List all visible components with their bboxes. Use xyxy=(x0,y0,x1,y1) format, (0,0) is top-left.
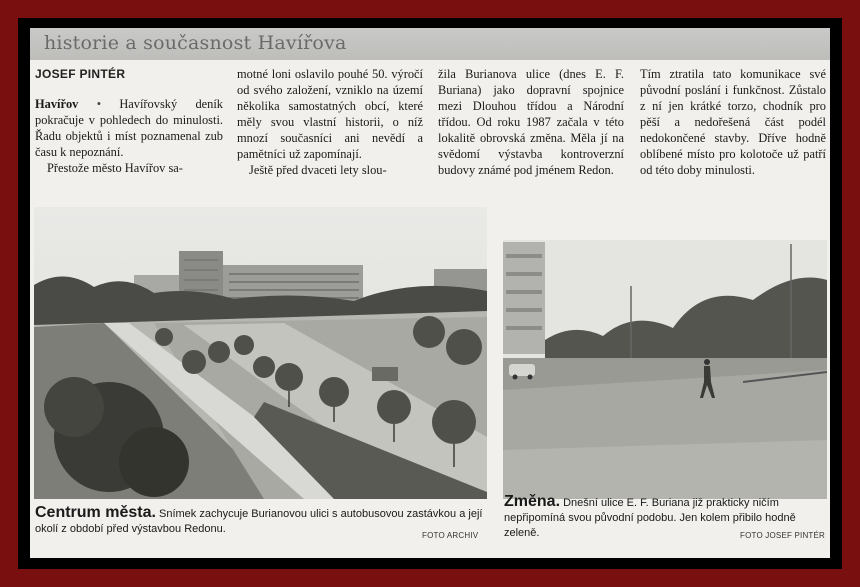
column-4-paragraph-1: Tím ztratila tato komunikace své původní poslání i funkčnost. Zůstalo z ní jen krátké torzo, chodník pro pěší a nedořešená část podél nedokončené stavby. Dříve hodně oblíbené místo pro kolotoče už patří od této doby minulosti. xyxy=(640,67,826,177)
newspaper-clipping xyxy=(30,28,830,558)
archive-photo-image xyxy=(34,207,487,499)
author-byline: JOSEF PINTÉR xyxy=(35,67,126,81)
archive-photo xyxy=(34,207,487,499)
column-1-paragraph-2: Přestože město Havířov sa- xyxy=(47,161,183,175)
article-column-1 xyxy=(35,96,223,176)
column-2-paragraph-1: motné loni oslavilo pouhé 50. výročí od svého založení, vzniklo na území několika samostatných obcí, které měly svou vlastní historii, o níž mnozí současníci ani nevědí a pamětníci už zapomínají. xyxy=(237,67,423,161)
column-2-paragraph-2: Ještě před dvaceti lety slou- xyxy=(249,163,387,177)
column-3-paragraph-1: žila Burianova ulice (dnes E. F. Buriana) jako dopravní spojnice mezi Dlouhou třídou a Národní třídou. Od roku 1987 začala v této lokalitě obrovská změna. Měla jí na svědomí výstavba kontroverzní budovy známé pod jménem Redon. xyxy=(438,67,624,177)
article-column-2 xyxy=(237,66,423,178)
bullet-separator: • xyxy=(96,97,102,111)
column-1-paragraph-1: Havířovský deník pokračuje v pohledech do minulosti. Řadu objektů i míst poznamenal zub času k nepoznání. xyxy=(35,97,223,159)
present-caption-text: Dnešní ulice E. F. Buriana již prakticky ničím nepřipomíná svou původní podobu. Jen kolem přibilo hodně zeleně. xyxy=(504,497,796,539)
section-header xyxy=(30,28,830,60)
archive-photo-credit: FOTO ARCHIV xyxy=(422,531,479,540)
article-lead: Havířov xyxy=(35,97,79,111)
present-caption-heading: Změna. xyxy=(504,493,561,510)
article-column-4 xyxy=(640,66,826,178)
section-title: historie a současnost Havířova xyxy=(44,32,347,54)
archive-caption-text: Snímek zachycuje Burianovou ulici s autobusovou zastávkou a její okolí z období před výstavbou Redonu. xyxy=(35,508,483,535)
present-photo-image xyxy=(503,240,827,499)
present-photo xyxy=(503,240,827,499)
article-column-3 xyxy=(438,66,624,178)
archive-photo-caption xyxy=(35,505,485,537)
present-photo-credit: FOTO JOSEF PINTÉR xyxy=(740,531,826,540)
archive-caption-heading: Centrum města. xyxy=(35,504,156,521)
